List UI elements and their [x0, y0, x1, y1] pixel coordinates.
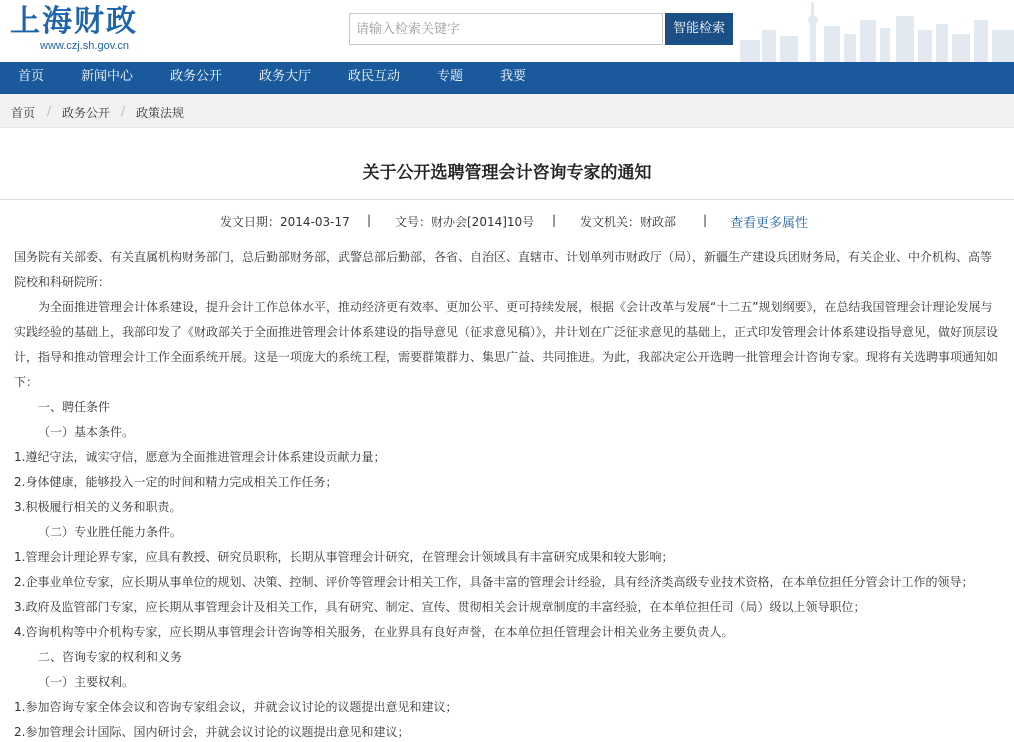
breadcrumb-separator: /	[47, 104, 52, 118]
list-item: 3.积极履行相关的义务和职责。	[14, 500, 182, 514]
article-body	[14, 245, 1002, 742]
search-input[interactable]	[349, 13, 663, 45]
list-item: 1.管理会计理论界专家，应具有教授、研究员职称，长期从事管理会计研究，在管理会计领域具有丰富研究成果和较大影响；	[14, 550, 674, 564]
issue-date: 发文日期：2014-03-17	[220, 215, 350, 229]
breadcrumb-gov-affairs[interactable]: 政务公开	[62, 106, 111, 120]
search-button[interactable]: 智能检索	[665, 13, 733, 45]
meta-divider: |	[367, 213, 372, 227]
more-attributes-link[interactable]: 查看更多属性	[730, 216, 809, 231]
title-divider	[0, 199, 1014, 200]
city-skyline-icon	[740, 0, 1014, 62]
nav-item-i-want[interactable]: 我要	[500, 69, 527, 84]
article-title: 关于公开选聘管理会计咨询专家的通知	[362, 163, 652, 183]
section-heading: 二、咨询专家的权利和义务	[38, 650, 183, 664]
subsection-heading: （一）主要权利。	[38, 675, 135, 689]
issuing-agency: 发文机关：财政部	[580, 215, 677, 229]
meta-divider: |	[703, 213, 708, 227]
breadcrumb-separator: /	[121, 104, 126, 118]
breadcrumb	[0, 94, 1014, 128]
nav-item-service-hall[interactable]: 政务大厅	[259, 69, 312, 84]
subsection-heading: （一）基本条件。	[38, 425, 135, 439]
document-number: 文号：财办会[2014]10号	[395, 215, 535, 229]
breadcrumb-home[interactable]: 首页	[11, 106, 36, 120]
list-item: 3.政府及监管部门专家，应长期从事管理会计及相关工作，具有研究、制定、宣传、贯彻相关会计规章制度的丰富经验，在本单位担任司（局）级以上领导职位；	[14, 600, 866, 614]
list-item: 4.咨询机构等中介机构专家，应长期从事管理会计咨询等相关服务，在业界具有良好声誉，在本单位担任管理会计相关业务主要负责人。	[14, 625, 734, 639]
nav-item-gov-affairs[interactable]: 政务公开	[170, 69, 223, 84]
nav-item-topics[interactable]: 专题	[437, 69, 464, 84]
article-paragraph: 为全面推进管理会计体系建设，提升会计工作总体水平，推动经济更有效率、更加公平、更可持续发展，根据《会计改革与发展“十二五”规划纲要》，在总结我国管理会计理论发展与实践经验的基础上，我部印发了《财政部关于全面推进管理会计体系建设的指导意见（征求意见稿）》，并计划在广泛征求意见的基础上，正式印发管理会计体系建设指导意见，做好顶层设计，指导和推动管理会计工作全面系统开展。这是一项庞大的系统工程，需要群策群力、集思广益、共同推进。为此，我部决定公开选聘一批管理会计咨询专家。现将有关选聘事项通知如下：	[14, 300, 999, 389]
site-logo-url: www.czj.sh.gov.cn	[40, 40, 130, 52]
subsection-heading: （二）专业胜任能力条件。	[38, 525, 183, 539]
section-heading: 一、聘任条件	[38, 400, 111, 414]
nav-item-news[interactable]: 新闻中心	[81, 69, 134, 84]
list-item: 1.遵纪守法，诚实守信，愿意为全面推进管理会计体系建设贡献力量；	[14, 450, 386, 464]
nav-item-interaction[interactable]: 政民互动	[348, 69, 401, 84]
list-item: 1.参加咨询专家全体会议和咨询专家组会议，并就会议讨论的议题提出意见和建议；	[14, 700, 458, 714]
list-item: 2.参加管理会计国际、国内研讨会，并就会议讨论的议题提出意见和建议；	[14, 725, 410, 739]
main-nav	[0, 62, 1014, 94]
site-logo-title[interactable]: 上海财政	[10, 4, 138, 39]
article-paragraph: 国务院有关部委、有关直属机构财务部门，总后勤部财务部，武警总部后勤部，各省、自治区、直辖市、计划单列市财政厅（局），新疆生产建设兵团财务局，有关企业、中介机构、高等院校和科研院所：	[14, 250, 993, 289]
site-header	[0, 0, 1014, 62]
meta-divider: |	[552, 213, 557, 227]
list-item: 2.企事业单位专家，应长期从事单位的规划、决策、控制、评价等管理会计相关工作，具备丰富的管理会计经验，具有经济类高级专业技术资格，在本单位担任分管会计工作的领导；	[14, 575, 974, 589]
breadcrumb-policy[interactable]: 政策法规	[136, 106, 185, 120]
list-item: 2.身体健康，能够投入一定的时间和精力完成相关工作任务；	[14, 475, 338, 489]
nav-item-home[interactable]: 首页	[18, 69, 45, 84]
